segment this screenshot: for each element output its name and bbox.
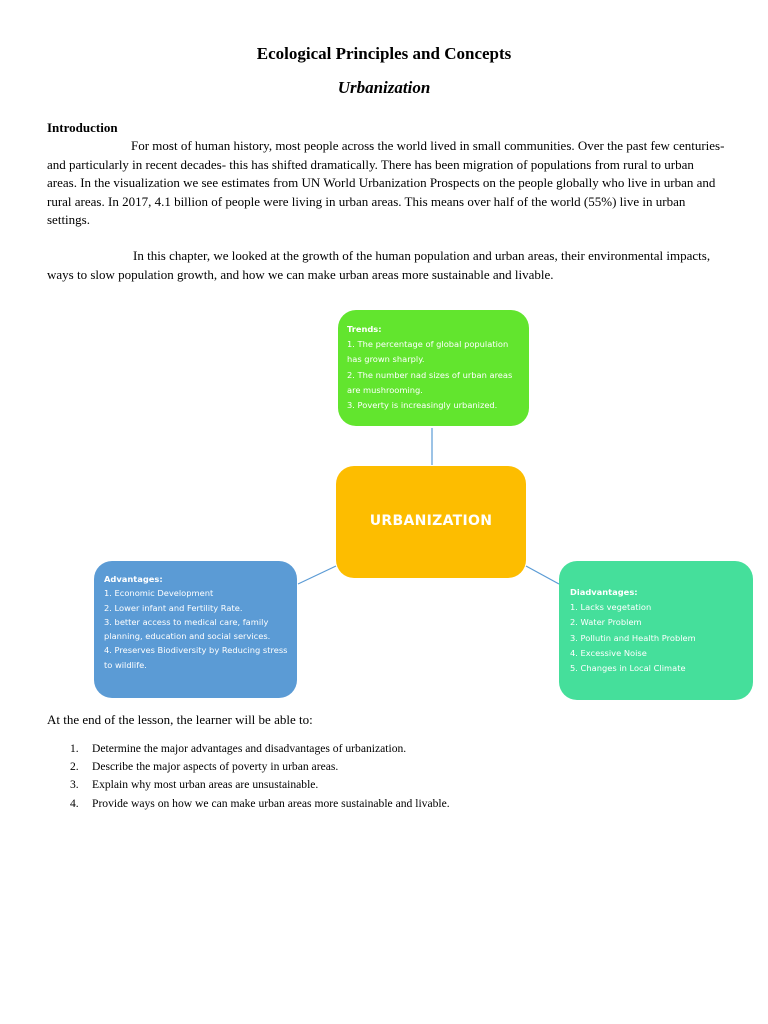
list-item: 2. Water Problem <box>570 617 642 628</box>
list-item: 5. Changes in Local Climate <box>570 663 686 674</box>
list-item-number: 2. <box>70 760 79 774</box>
list-item-text: Describe the major aspects of poverty in urban areas. <box>92 760 339 774</box>
list-item-text: Explain why most urban areas are unsustainable. <box>92 778 319 792</box>
list-item: 3. better access to medical care, family planning, education and social services. <box>104 616 271 642</box>
trends-list <box>347 337 521 413</box>
list-item-text: Provide ways on how we can make urban areas more sustainable and livable. <box>92 796 450 810</box>
introduction-paragraph-2-text: In this chapter, we looked at the growth of the human population and urban areas, their environmental impacts, ways to slow population growth, and how we can make urban areas more sustainable and livable. <box>47 248 711 282</box>
disadvantages-list <box>570 600 745 676</box>
list-item <box>70 776 730 794</box>
list-item-number: 3. <box>70 778 79 792</box>
document-subtitle: Urbanization <box>337 78 431 97</box>
introduction-paragraph-1 <box>47 119 727 229</box>
list-item <box>70 740 730 758</box>
document-title: Ecological Principles and Concepts <box>256 44 512 63</box>
list-item: 1. Lacks vegetation <box>570 602 652 613</box>
advantages-box <box>94 561 297 698</box>
list-item: 3. Poverty is increasingly urbanized. <box>347 400 498 411</box>
introduction-heading: Introduction <box>47 120 118 135</box>
list-item <box>70 758 730 776</box>
list-item <box>70 795 730 813</box>
trends-title: Trends: <box>347 324 382 334</box>
center-label: URBANIZATION <box>369 513 493 530</box>
list-item-number: 1. <box>70 742 79 755</box>
list-item: 2. The number nad sizes of urban areas are mushrooming. <box>347 369 513 395</box>
advantages-title: Advantages: <box>104 574 163 584</box>
trends-box <box>338 310 529 426</box>
list-item: 1. The percentage of global population has grown sharply. <box>347 339 509 365</box>
objectives-intro: At the end of the lesson, the learner will be able to: <box>47 712 313 727</box>
urbanization-center-box <box>336 466 526 578</box>
connector-advantages <box>298 566 336 584</box>
disadvantages-title: Diadvantages: <box>570 587 638 597</box>
list-item: 3. Pollutin and Health Problem <box>570 632 696 643</box>
list-item: 2. Lower infant and Fertility Rate. <box>104 602 243 613</box>
introduction-section <box>47 119 727 284</box>
list-item-number: 4. <box>70 796 79 810</box>
introduction-paragraph-2 <box>47 247 727 284</box>
list-item: 4. Preserves Biodiversity by Reducing stress to wildlife. <box>104 645 288 670</box>
list-item: 4. Excessive Noise <box>570 647 647 658</box>
list-item: 1. Economic Development <box>104 588 214 599</box>
objectives-list <box>70 740 730 813</box>
introduction-paragraph-1-text: For most of human history, most people across the world lived in small communities. Over the past few centuries- and particularly in recent decades- this has shifted dramatically. There has been migration of populations from rural to urban areas. In the visualization we see estimates from UN World Urbanization Prospects on the people globally who live in urban and rural areas. In 2017, 4.1 billion of people were living in urban areas. This means over half of the world (55%) live in urban settings. <box>47 138 725 228</box>
advantages-list <box>104 586 289 672</box>
connector-disadvantages <box>526 566 559 584</box>
list-item-text: Determine the major advantages and disadvantages of urbanization. <box>92 742 407 755</box>
disadvantages-box <box>559 561 753 700</box>
